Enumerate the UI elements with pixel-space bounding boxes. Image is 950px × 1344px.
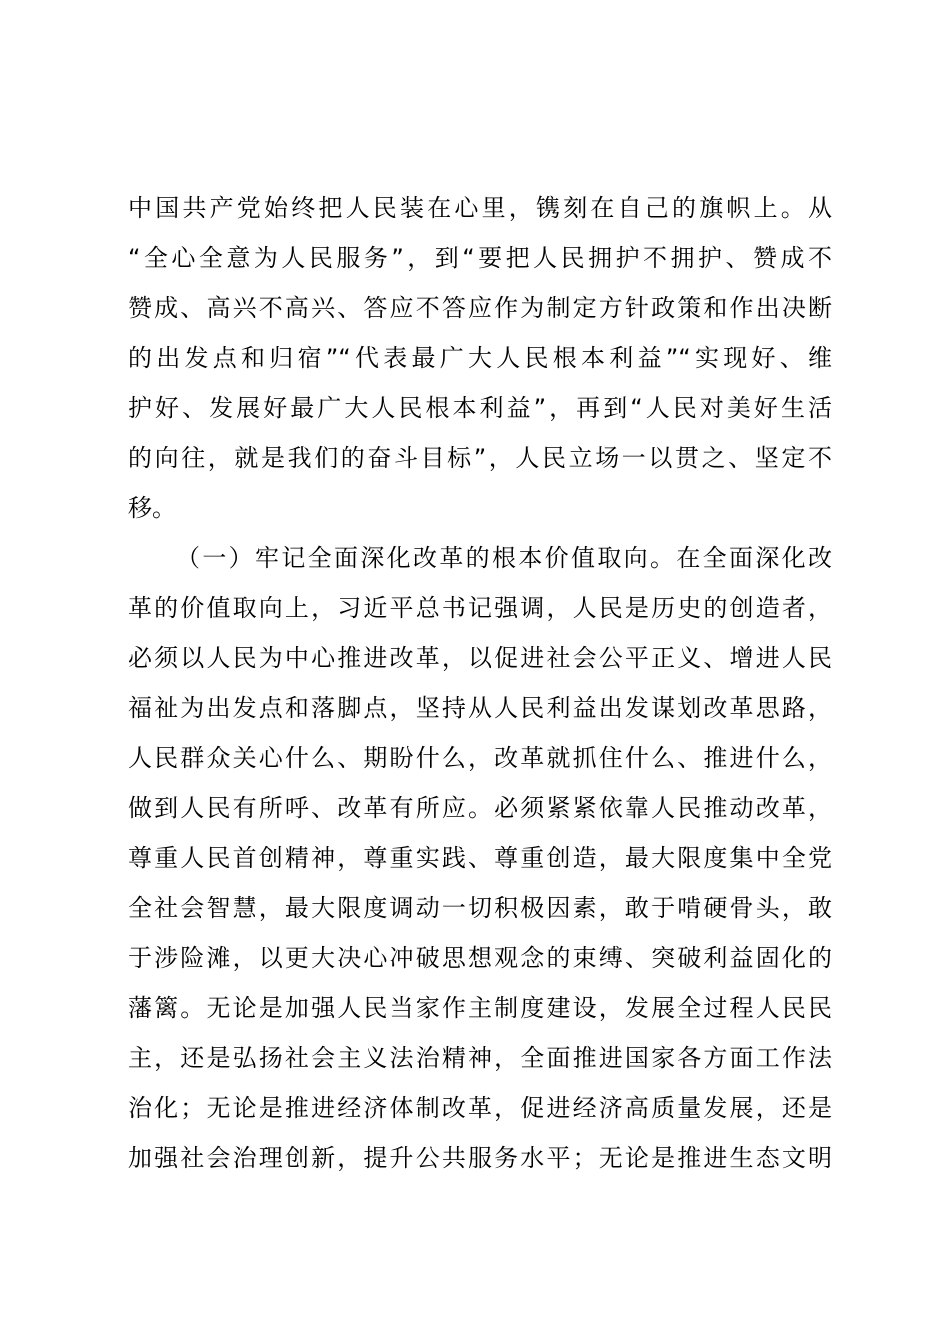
paragraph-line: 的出发点和归宿”“代表最广大人民根本利益”“实现好、维 bbox=[128, 344, 832, 372]
paragraph-line: 藩篱。无论是加强人民当家作主制度建设，发展全过程人民民 bbox=[128, 994, 832, 1022]
paragraph-line: 主，还是弘扬社会主义法治精神，全面推进国家各方面工作法 bbox=[128, 1044, 832, 1072]
paragraph-line: 人民群众关心什么、期盼什么，改革就抓住什么、推进什么， bbox=[128, 744, 832, 772]
document-body bbox=[128, 183, 832, 1183]
paragraph-line: 福祉为出发点和落脚点，坚持从人民利益出发谋划改革思路， bbox=[128, 694, 832, 722]
paragraph-line: 必须以人民为中心推进改革，以促进社会公平正义、增进人民 bbox=[128, 644, 832, 672]
paragraph-line: “全心全意为人民服务”，到“要把人民拥护不拥护、赞成不 bbox=[128, 244, 832, 272]
paragraph-line: 护好、发展好最广大人民根本利益”，再到“人民对美好生活 bbox=[128, 394, 832, 422]
paragraph-line: 革的价值取向上，习近平总书记强调，人民是历史的创造者， bbox=[128, 594, 832, 622]
paragraph-line: 治化；无论是推进经济体制改革，促进经济高质量发展，还是 bbox=[128, 1094, 832, 1122]
section-heading-line: （一）牢记全面深化改革的根本价值取向。在全面深化改 bbox=[176, 544, 832, 572]
paragraph-line: 的向往，就是我们的奋斗目标”，人民立场一以贯之、坚定不 bbox=[128, 444, 832, 472]
paragraph-line: 中国共产党始终把人民装在心里，镌刻在自己的旗帜上。从 bbox=[128, 194, 832, 222]
paragraph-2 bbox=[128, 533, 832, 1183]
paragraph-line: 做到人民有所呼、改革有所应。必须紧紧依靠人民推动改革， bbox=[128, 794, 832, 822]
paragraph-line: 赞成、高兴不高兴、答应不答应作为制定方针政策和作出决断 bbox=[128, 294, 832, 322]
paragraph-line: 尊重人民首创精神，尊重实践、尊重创造，最大限度集中全党 bbox=[128, 844, 832, 872]
paragraph-line: 全社会智慧，最大限度调动一切积极因素，敢于啃硬骨头，敢 bbox=[128, 894, 832, 922]
paragraph-line: 移。 bbox=[128, 494, 176, 522]
paragraph-line: 于涉险滩，以更大决心冲破思想观念的束缚、突破利益固化的 bbox=[128, 944, 832, 972]
paragraph-1 bbox=[128, 183, 832, 533]
paragraph-line: 加强社会治理创新，提升公共服务水平；无论是推进生态文明 bbox=[128, 1144, 832, 1172]
